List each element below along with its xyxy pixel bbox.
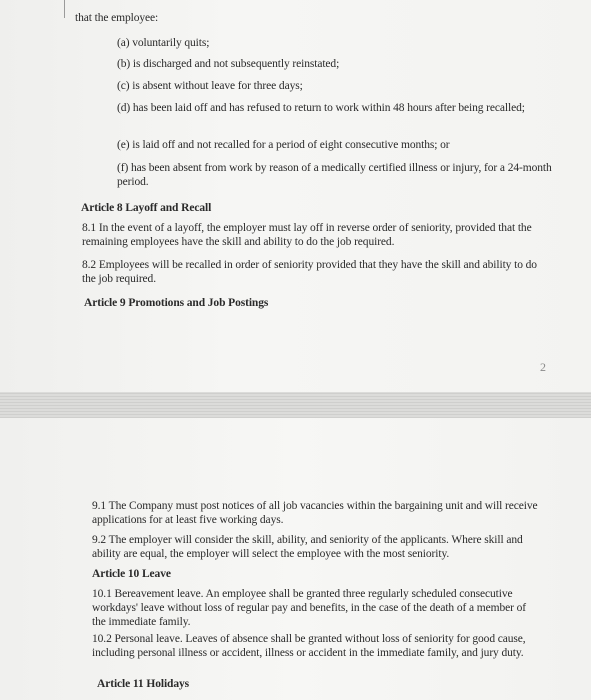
margin-line [64,0,65,18]
paragraph-8-2: 8.2 Employees will be recalled in order of seniority provided that they have the skill and ability to do the job required. [82,259,537,285]
list-item-a: (a) voluntarily quits; [117,37,210,49]
page-number: 2 [540,360,546,374]
page-separator [0,392,591,418]
paragraph-9-1: 9.1 The Company must post notices of all job vacancies within the bargaining unit and will receive applications for at least five working days. [92,500,538,526]
document-page-bottom [0,418,591,700]
paragraph-10-2: 10.2 Personal leave. Leaves of absence shall be granted without loss of seniority for good cause, including personal illness or accident, illness or accident in the immediate family, and jury duty. [92,633,526,659]
article-11-heading: Article 11 Holidays [97,678,190,690]
paragraph-9-2: 9.2 The employer will consider the skill, ability, and seniority of the applicants. Where skill and ability are equal, the employer will select the employee with the most seniority. [92,534,523,560]
article-8-heading: Article 8 Layoff and Recall [81,202,212,214]
list-item-d: (d) has been laid off and has refused to return to work within 48 hours after being recalled; [117,102,525,114]
list-item-c: (c) is absent without leave for three days; [117,80,303,92]
article-9-heading: Article 9 Promotions and Job Postings [84,297,269,309]
intro-text: that the employee: [75,12,159,24]
list-item-f: (f) has been absent from work by reason of a medically certified illness or injury, for a 24-month period. [117,162,552,188]
list-item-e: (e) is laid off and not recalled for a period of eight consecutive months; or [117,139,450,151]
paragraph-10-1: 10.1 Bereavement leave. An employee shall be granted three regularly scheduled consecutive workdays' leave without loss of regular pay and benefits, in the case of the death of a member of the immediate family. [92,588,527,628]
paragraph-8-1: 8.1 In the event of a layoff, the employer must lay off in reverse order of seniority, provided that the remaining employees have the skill and ability to do the job required. [82,222,532,248]
list-item-b: (b) is discharged and not subsequently reinstated; [117,58,340,70]
article-10-heading: Article 10 Leave [92,568,171,580]
